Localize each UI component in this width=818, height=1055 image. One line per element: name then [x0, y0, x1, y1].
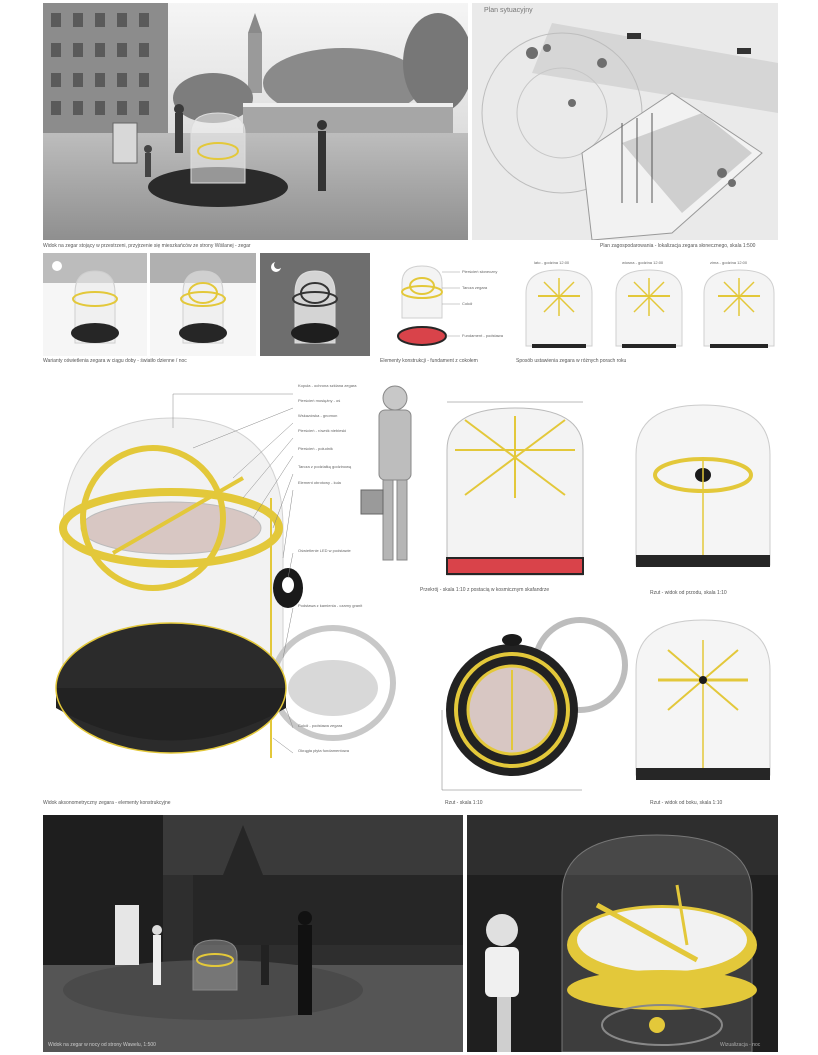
exploded-note-2: Cokół [462, 301, 473, 306]
caption-front-view: Rzut - widok od przodu, skala 1:10 [650, 590, 727, 596]
dome-variant-dusk [150, 253, 256, 356]
axo-note-10: Okrągła płyta fundamentowa [298, 748, 349, 753]
exploded-note-1: Tarcza zegara [462, 285, 488, 290]
night-scene-square [43, 815, 463, 1052]
rotation-dome-3 [696, 258, 782, 353]
dome-variant-night [260, 253, 370, 356]
plan-view-drawing [430, 610, 630, 800]
axo-note-7: Oświetlenie LED w podstawie [298, 548, 351, 553]
site-plan-illustration [472, 3, 778, 240]
rotation-view-3 [696, 258, 782, 353]
main-axonometric [43, 378, 405, 798]
rotation-view-1 [516, 258, 602, 353]
caption-side-view: Rzut - widok od boku, skala 1:10 [650, 800, 723, 806]
dome-variant-day [43, 253, 147, 356]
caption-night-closeup: Wizualizacja - noc [720, 1042, 761, 1048]
night-square-illustration [43, 815, 463, 1052]
elevation-with-figure [355, 380, 590, 585]
photo-city-square [43, 3, 468, 240]
exploded-note-3: Fundament - podstawa [462, 333, 503, 338]
axo-note-5: Tarcza z podziałką godzinową [298, 464, 352, 469]
axo-note-8: Podstawa z kamienia - czarny granit [298, 603, 363, 608]
caption-rotation-views: Sposób ustawienia zegara w różnych porach roku [516, 358, 627, 364]
rotation-dome-2 [606, 258, 692, 353]
caption-site-plan: Plan zagospodarowania - lokalizacja zegara słonecznego, skala 1:500 [600, 243, 756, 249]
rotation-dome-1 [516, 258, 602, 353]
exploded-note-0: Pierścień słoneczny [462, 269, 498, 274]
plan-view [430, 610, 630, 800]
night-closeup-illustration [467, 815, 778, 1052]
site-plan-title: Plan sytuacyjny [484, 7, 533, 14]
night-closeup [467, 815, 778, 1052]
side-view-drawing [628, 610, 778, 790]
caption-exploded-small: Elementy konstrukcji - fundament z cokołem [380, 358, 478, 364]
caption-night-square: Widok na zegar w nocy od strony Wawelu, 1:500 [48, 1042, 156, 1048]
axo-note-4: Pierścień - południk [298, 446, 333, 451]
exploded-small [380, 258, 505, 358]
axo-note-3: Pierścień - równik niebieski [298, 428, 347, 433]
axo-note-0: Kopuła - ochrona szklana zegara [298, 383, 357, 388]
caption-dome-variants: Warianty oświetlenia zegara w ciągu doby - światło dzienne / noc [43, 358, 187, 364]
axo-note-9: Cokół - podstawa zegara [298, 723, 343, 728]
axo-note-2: Wskazówka - gnomon [298, 413, 338, 418]
axo-note-6: Element obrotowy - kula [298, 480, 341, 485]
axo-note-1: Pierścień mosiężny - oś [298, 398, 341, 403]
front-view-drawing [628, 395, 778, 575]
caption-city-square: Widok na zegar stojący w przestrzeni, przyjrzenie się mieszkańców ze strony Wiślanej - zegar [43, 243, 251, 249]
side-view [628, 610, 778, 790]
caption-elevation: Przekrój - skala 1:10 z postacią w kosmicznym skafandrze [420, 587, 550, 593]
rotation-label-2: wiosna - godzina 12:00 [622, 260, 664, 265]
site-plan-map [472, 3, 778, 240]
axonometric-drawing [43, 378, 405, 798]
caption-main-axo: Widok aksonometryczny zegara - elementy konstrukcyjne [43, 800, 171, 806]
front-view [628, 395, 778, 575]
rotation-view-2 [606, 258, 692, 353]
rotation-label-1: lato - godzina 12:00 [534, 260, 570, 265]
rotation-label-3: zima - godzina 12:00 [710, 260, 748, 265]
caption-plan-view: Rzut - skala 1:10 [445, 800, 483, 806]
city-square-illustration [43, 3, 468, 240]
elevation-drawing [355, 380, 590, 585]
